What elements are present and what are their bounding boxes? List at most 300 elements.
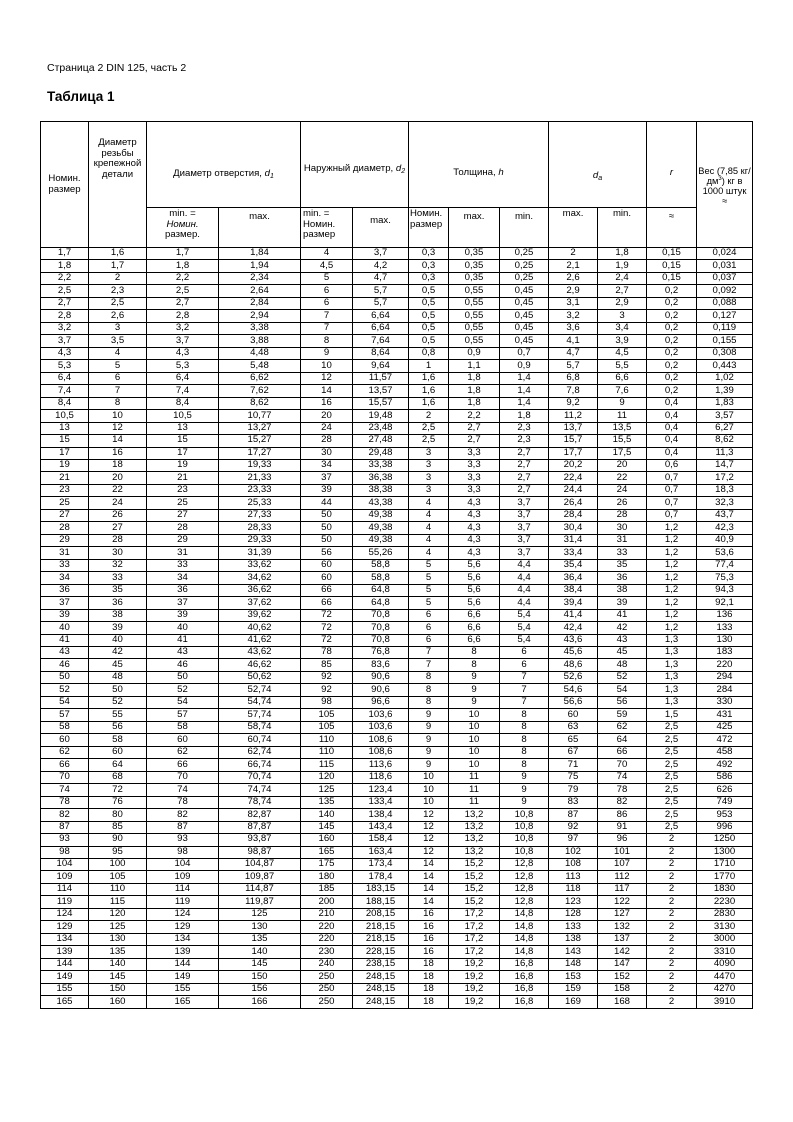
cell-d2-min: 24 <box>301 422 353 434</box>
cell-d2-min: 60 <box>301 572 353 584</box>
cell-d1-min: 54 <box>147 696 219 708</box>
cell-thread-diameter: 7 <box>89 385 147 397</box>
cell-h-min: 10,8 <box>500 846 549 858</box>
cell-thread-diameter: 10 <box>89 410 147 422</box>
table-title: Таблица 1 <box>47 89 115 104</box>
table-row <box>41 410 753 422</box>
cell-nominal-size: 1,8 <box>41 260 89 272</box>
cell-h-max: 3,3 <box>449 447 500 459</box>
cell-d1-max: 1,94 <box>219 260 301 272</box>
cell-h-max: 4,3 <box>449 509 500 521</box>
cell-h-max: 15,2 <box>449 883 500 895</box>
cell-da-max: 5,7 <box>549 360 598 372</box>
cell-h-nom: 2 <box>409 410 449 422</box>
cell-nominal-size: 70 <box>41 771 89 783</box>
cell-nominal-size: 93 <box>41 834 89 846</box>
cell-h-max: 17,2 <box>449 908 500 920</box>
cell-thread-diameter: 110 <box>89 883 147 895</box>
cell-d1-max: 145 <box>219 958 301 970</box>
cell-r: 1,2 <box>647 584 697 596</box>
cell-r: 0,7 <box>647 497 697 509</box>
cell-h-nom: 0,5 <box>409 335 449 347</box>
cell-d1-max: 87,87 <box>219 821 301 833</box>
cell-da-min: 33 <box>598 547 647 559</box>
cell-d2-max: 238,15 <box>353 958 409 970</box>
cell-weight: 0,443 <box>697 360 753 372</box>
cell-d1-max: 70,74 <box>219 771 301 783</box>
cell-da-min: 3,9 <box>598 335 647 347</box>
cell-h-nom: 4 <box>409 522 449 534</box>
cell-nominal-size: 3,2 <box>41 322 89 334</box>
cell-d2-max: 248,15 <box>353 996 409 1008</box>
washer-dimensions-table <box>40 121 753 1009</box>
cell-d1-min: 129 <box>147 921 219 933</box>
cell-d2-min: 210 <box>301 908 353 920</box>
cell-h-min: 3,7 <box>500 497 549 509</box>
cell-da-min: 132 <box>598 921 647 933</box>
cell-h-nom: 5 <box>409 597 449 609</box>
cell-da-max: 24,4 <box>549 484 598 496</box>
cell-d2-max: 49,38 <box>353 522 409 534</box>
cell-thread-diameter: 6 <box>89 372 147 384</box>
cell-da-min: 59 <box>598 709 647 721</box>
cell-da-max: 20,2 <box>549 459 598 471</box>
cell-d2-max: 173,4 <box>353 858 409 870</box>
cell-d2-min: 16 <box>301 397 353 409</box>
cell-da-max: 48,6 <box>549 659 598 671</box>
cell-da-max: 67 <box>549 746 598 758</box>
cell-d2-max: 58,8 <box>353 559 409 571</box>
cell-d1-max: 2,34 <box>219 272 301 284</box>
cell-weight: 4270 <box>697 983 753 995</box>
cell-d1-max: 5,48 <box>219 360 301 372</box>
cell-r: 1,2 <box>647 559 697 571</box>
cell-h-max: 9 <box>449 696 500 708</box>
cell-d1-min: 82 <box>147 809 219 821</box>
table-row <box>41 372 753 384</box>
cell-d1-min: 3,2 <box>147 322 219 334</box>
cell-d2-max: 133,4 <box>353 796 409 808</box>
cell-h-min: 5,4 <box>500 609 549 621</box>
cell-d2-max: 178,4 <box>353 871 409 883</box>
cell-d2-max: 49,38 <box>353 509 409 521</box>
cell-d1-min: 52 <box>147 684 219 696</box>
cell-r: 0,2 <box>647 297 697 309</box>
table-row <box>41 684 753 696</box>
cell-da-max: 35,4 <box>549 559 598 571</box>
cell-r: 2,5 <box>647 721 697 733</box>
cell-h-nom: 16 <box>409 933 449 945</box>
cell-d1-min: 41 <box>147 634 219 646</box>
cell-d1-min: 28 <box>147 522 219 534</box>
cell-h-nom: 0,5 <box>409 310 449 322</box>
cell-weight: 42,3 <box>697 522 753 534</box>
cell-h-min: 10,8 <box>500 809 549 821</box>
table-row <box>41 759 753 771</box>
cell-d2-min: 78 <box>301 647 353 659</box>
cell-d1-min: 33 <box>147 559 219 571</box>
cell-weight: 53,6 <box>697 547 753 559</box>
cell-weight: 294 <box>697 671 753 683</box>
cell-d2-max: 70,8 <box>353 634 409 646</box>
cell-nominal-size: 54 <box>41 696 89 708</box>
cell-h-min: 4,4 <box>500 559 549 571</box>
table-row <box>41 846 753 858</box>
cell-da-min: 112 <box>598 871 647 883</box>
cell-nominal-size: 119 <box>41 896 89 908</box>
header-outer-diameter: Наружный диаметр, $d_2$ <box>301 122 409 208</box>
cell-d1-min: 139 <box>147 946 219 958</box>
cell-d1-min: 144 <box>147 958 219 970</box>
cell-d2-min: 50 <box>301 509 353 521</box>
cell-d1-max: 52,74 <box>219 684 301 696</box>
cell-h-max: 5,6 <box>449 572 500 584</box>
cell-thread-diameter: 90 <box>89 834 147 846</box>
cell-h-nom: 3 <box>409 484 449 496</box>
cell-d1-min: 5,3 <box>147 360 219 372</box>
cell-weight: 40,9 <box>697 534 753 546</box>
cell-weight: 0,088 <box>697 297 753 309</box>
cell-nominal-size: 7,4 <box>41 385 89 397</box>
cell-h-min: 2,7 <box>500 447 549 459</box>
cell-da-max: 41,4 <box>549 609 598 621</box>
cell-d2-min: 98 <box>301 696 353 708</box>
cell-da-max: 133 <box>549 921 598 933</box>
cell-thread-diameter: 52 <box>89 696 147 708</box>
cell-h-nom: 0,5 <box>409 285 449 297</box>
cell-d1-min: 3,7 <box>147 335 219 347</box>
cell-d1-min: 87 <box>147 821 219 833</box>
cell-d1-min: 2,2 <box>147 272 219 284</box>
cell-d1-max: 130 <box>219 921 301 933</box>
cell-r: 0,2 <box>647 285 697 297</box>
cell-h-nom: 9 <box>409 721 449 733</box>
cell-da-min: 26 <box>598 497 647 509</box>
table-row <box>41 559 753 571</box>
cell-h-nom: 7 <box>409 647 449 659</box>
cell-d2-min: 66 <box>301 584 353 596</box>
cell-nominal-size: 139 <box>41 946 89 958</box>
cell-r: 0,7 <box>647 484 697 496</box>
cell-d2-max: 36,38 <box>353 472 409 484</box>
cell-weight: 3910 <box>697 996 753 1008</box>
cell-nominal-size: 134 <box>41 933 89 945</box>
cell-h-min: 14,8 <box>500 921 549 933</box>
cell-da-max: 63 <box>549 721 598 733</box>
cell-da-max: 9,2 <box>549 397 598 409</box>
cell-d1-max: 37,62 <box>219 597 301 609</box>
cell-thread-diameter: 2,3 <box>89 285 147 297</box>
cell-h-nom: 0,3 <box>409 272 449 284</box>
cell-d2-max: 83,6 <box>353 659 409 671</box>
header-d2-min: min. = Номин. размер <box>301 208 353 248</box>
cell-d2-max: 58,8 <box>353 572 409 584</box>
cell-da-min: 41 <box>598 609 647 621</box>
cell-weight: 183 <box>697 647 753 659</box>
cell-da-max: 123 <box>549 896 598 908</box>
table-row <box>41 659 753 671</box>
cell-d2-max: 76,8 <box>353 647 409 659</box>
cell-h-min: 2,7 <box>500 472 549 484</box>
cell-nominal-size: 13 <box>41 422 89 434</box>
cell-h-nom: 14 <box>409 896 449 908</box>
cell-d1-max: 109,87 <box>219 871 301 883</box>
cell-da-min: 1,8 <box>598 248 647 260</box>
cell-d1-max: 19,33 <box>219 459 301 471</box>
cell-h-max: 13,2 <box>449 846 500 858</box>
table-row <box>41 584 753 596</box>
cell-da-min: 39 <box>598 597 647 609</box>
cell-da-max: 2,9 <box>549 285 598 297</box>
cell-thread-diameter: 125 <box>89 921 147 933</box>
cell-da-max: 28,4 <box>549 509 598 521</box>
cell-h-min: 8 <box>500 746 549 758</box>
cell-d2-min: 140 <box>301 809 353 821</box>
table-row <box>41 734 753 746</box>
cell-d1-min: 29 <box>147 534 219 546</box>
cell-h-nom: 16 <box>409 946 449 958</box>
cell-r: 0,4 <box>647 397 697 409</box>
cell-nominal-size: 41 <box>41 634 89 646</box>
cell-d2-min: 9 <box>301 347 353 359</box>
cell-nominal-size: 29 <box>41 534 89 546</box>
cell-h-nom: 5 <box>409 584 449 596</box>
cell-d1-max: 36,62 <box>219 584 301 596</box>
cell-d1-min: 40 <box>147 622 219 634</box>
cell-h-nom: 16 <box>409 921 449 933</box>
cell-d2-max: 218,15 <box>353 933 409 945</box>
cell-d1-min: 31 <box>147 547 219 559</box>
cell-h-nom: 7 <box>409 659 449 671</box>
cell-d2-min: 72 <box>301 609 353 621</box>
cell-weight: 0,155 <box>697 335 753 347</box>
cell-da-min: 137 <box>598 933 647 945</box>
cell-da-min: 42 <box>598 622 647 634</box>
cell-h-max: 5,6 <box>449 597 500 609</box>
cell-d2-min: 185 <box>301 883 353 895</box>
cell-thread-diameter: 20 <box>89 472 147 484</box>
table-row <box>41 933 753 945</box>
cell-d1-min: 134 <box>147 933 219 945</box>
cell-h-max: 8 <box>449 659 500 671</box>
cell-h-min: 6 <box>500 647 549 659</box>
cell-r: 0,2 <box>647 385 697 397</box>
cell-r: 2 <box>647 846 697 858</box>
cell-nominal-size: 34 <box>41 572 89 584</box>
cell-d2-min: 39 <box>301 484 353 496</box>
cell-da-max: 30,4 <box>549 522 598 534</box>
cell-h-min: 16,8 <box>500 971 549 983</box>
cell-d1-min: 43 <box>147 647 219 659</box>
cell-d2-min: 7 <box>301 322 353 334</box>
cell-thread-diameter: 8 <box>89 397 147 409</box>
cell-thread-diameter: 76 <box>89 796 147 808</box>
cell-da-min: 9 <box>598 397 647 409</box>
cell-r: 2,5 <box>647 771 697 783</box>
cell-nominal-size: 36 <box>41 584 89 596</box>
cell-nominal-size: 46 <box>41 659 89 671</box>
table-row <box>41 310 753 322</box>
header-nominal-size: Номин. размер <box>41 122 89 248</box>
cell-nominal-size: 2,2 <box>41 272 89 284</box>
cell-weight: 14,7 <box>697 459 753 471</box>
cell-weight: 1830 <box>697 883 753 895</box>
cell-r: 0,6 <box>647 459 697 471</box>
cell-d2-max: 118,6 <box>353 771 409 783</box>
cell-h-min: 5,4 <box>500 634 549 646</box>
cell-weight: 32,3 <box>697 497 753 509</box>
header-d1-min: min. = Номин. размер. <box>147 208 219 248</box>
cell-h-min: 3,7 <box>500 522 549 534</box>
header-hole-diameter: Диаметр отверстия, $d_1$ <box>147 122 301 208</box>
cell-d1-min: 98 <box>147 846 219 858</box>
cell-d2-max: 188,15 <box>353 896 409 908</box>
table-row <box>41 921 753 933</box>
cell-h-min: 2,7 <box>500 459 549 471</box>
cell-h-nom: 18 <box>409 983 449 995</box>
cell-weight: 136 <box>697 609 753 621</box>
cell-weight: 431 <box>697 709 753 721</box>
cell-nominal-size: 40 <box>41 622 89 634</box>
cell-d1-max: 166 <box>219 996 301 1008</box>
cell-da-max: 128 <box>549 908 598 920</box>
cell-d2-max: 4,2 <box>353 260 409 272</box>
cell-da-max: 75 <box>549 771 598 783</box>
cell-weight: 284 <box>697 684 753 696</box>
page-header: Страница 2 DIN 125, часть 2 <box>47 62 187 74</box>
table-row <box>41 983 753 995</box>
cell-d1-max: 50,62 <box>219 671 301 683</box>
cell-thread-diameter: 16 <box>89 447 147 459</box>
cell-h-min: 12,8 <box>500 883 549 895</box>
cell-thread-diameter: 28 <box>89 534 147 546</box>
table-row <box>41 784 753 796</box>
cell-d2-max: 55,26 <box>353 547 409 559</box>
cell-d1-max: 135 <box>219 933 301 945</box>
cell-d1-max: 62,74 <box>219 746 301 758</box>
cell-da-min: 96 <box>598 834 647 846</box>
cell-da-min: 2,9 <box>598 297 647 309</box>
cell-h-nom: 2,5 <box>409 435 449 447</box>
cell-h-min: 7 <box>500 696 549 708</box>
cell-da-min: 52 <box>598 671 647 683</box>
cell-r: 2 <box>647 871 697 883</box>
cell-h-min: 0,45 <box>500 297 549 309</box>
cell-d2-min: 175 <box>301 858 353 870</box>
cell-da-min: 6,6 <box>598 372 647 384</box>
cell-d1-min: 15 <box>147 435 219 447</box>
cell-r: 0,4 <box>647 410 697 422</box>
cell-thread-diameter: 58 <box>89 734 147 746</box>
cell-nominal-size: 165 <box>41 996 89 1008</box>
cell-h-nom: 8 <box>409 696 449 708</box>
cell-d2-max: 90,6 <box>353 684 409 696</box>
cell-h-max: 8 <box>449 647 500 659</box>
cell-r: 1,2 <box>647 622 697 634</box>
cell-r: 1,3 <box>647 647 697 659</box>
cell-h-min: 14,8 <box>500 933 549 945</box>
cell-r: 0,15 <box>647 248 697 260</box>
cell-nominal-size: 78 <box>41 796 89 808</box>
cell-r: 0,2 <box>647 322 697 334</box>
cell-weight: 0,127 <box>697 310 753 322</box>
cell-d1-max: 140 <box>219 946 301 958</box>
table-row <box>41 472 753 484</box>
header-thickness: Толщина, h <box>409 122 549 208</box>
cell-h-nom: 10 <box>409 784 449 796</box>
cell-weight: 220 <box>697 659 753 671</box>
cell-h-nom: 2,5 <box>409 422 449 434</box>
cell-nominal-size: 28 <box>41 522 89 534</box>
cell-h-min: 3,7 <box>500 547 549 559</box>
cell-h-min: 8 <box>500 709 549 721</box>
cell-r: 1,2 <box>647 597 697 609</box>
cell-da-min: 20 <box>598 459 647 471</box>
cell-weight: 75,3 <box>697 572 753 584</box>
cell-thread-diameter: 140 <box>89 958 147 970</box>
cell-da-max: 45,6 <box>549 647 598 659</box>
table-row <box>41 809 753 821</box>
cell-d2-min: 30 <box>301 447 353 459</box>
cell-thread-diameter: 150 <box>89 983 147 995</box>
cell-d1-min: 124 <box>147 908 219 920</box>
cell-d2-max: 6,64 <box>353 322 409 334</box>
table-row <box>41 908 753 920</box>
cell-da-max: 33,4 <box>549 547 598 559</box>
cell-d2-max: 8,64 <box>353 347 409 359</box>
cell-d2-min: 135 <box>301 796 353 808</box>
cell-h-nom: 18 <box>409 996 449 1008</box>
cell-h-max: 19,2 <box>449 958 500 970</box>
cell-d1-max: 25,33 <box>219 497 301 509</box>
cell-d2-max: 11,57 <box>353 372 409 384</box>
cell-nominal-size: 74 <box>41 784 89 796</box>
table-row <box>41 996 753 1008</box>
cell-h-nom: 12 <box>409 834 449 846</box>
cell-da-max: 3,2 <box>549 310 598 322</box>
cell-nominal-size: 10,5 <box>41 410 89 422</box>
cell-da-min: 117 <box>598 883 647 895</box>
cell-d2-min: 6 <box>301 285 353 297</box>
table-row <box>41 459 753 471</box>
cell-h-min: 10,8 <box>500 821 549 833</box>
cell-thread-diameter: 95 <box>89 846 147 858</box>
cell-d2-min: 12 <box>301 372 353 384</box>
cell-d1-max: 31,39 <box>219 547 301 559</box>
cell-da-max: 26,4 <box>549 497 598 509</box>
cell-weight: 586 <box>697 771 753 783</box>
cell-d2-max: 208,15 <box>353 908 409 920</box>
cell-d2-max: 70,8 <box>353 622 409 634</box>
cell-h-min: 16,8 <box>500 958 549 970</box>
cell-weight: 2230 <box>697 896 753 908</box>
cell-d1-max: 74,74 <box>219 784 301 796</box>
cell-r: 0,7 <box>647 472 697 484</box>
cell-d1-max: 104,87 <box>219 858 301 870</box>
cell-h-min: 0,25 <box>500 260 549 272</box>
cell-d2-max: 143,4 <box>353 821 409 833</box>
table-row <box>41 322 753 334</box>
cell-thread-diameter: 42 <box>89 647 147 659</box>
cell-weight: 3130 <box>697 921 753 933</box>
cell-h-nom: 3 <box>409 447 449 459</box>
cell-thread-diameter: 12 <box>89 422 147 434</box>
cell-thread-diameter: 64 <box>89 759 147 771</box>
cell-r: 2,5 <box>647 746 697 758</box>
cell-r: 2 <box>647 883 697 895</box>
cell-da-max: 3,6 <box>549 322 598 334</box>
table-row <box>41 696 753 708</box>
